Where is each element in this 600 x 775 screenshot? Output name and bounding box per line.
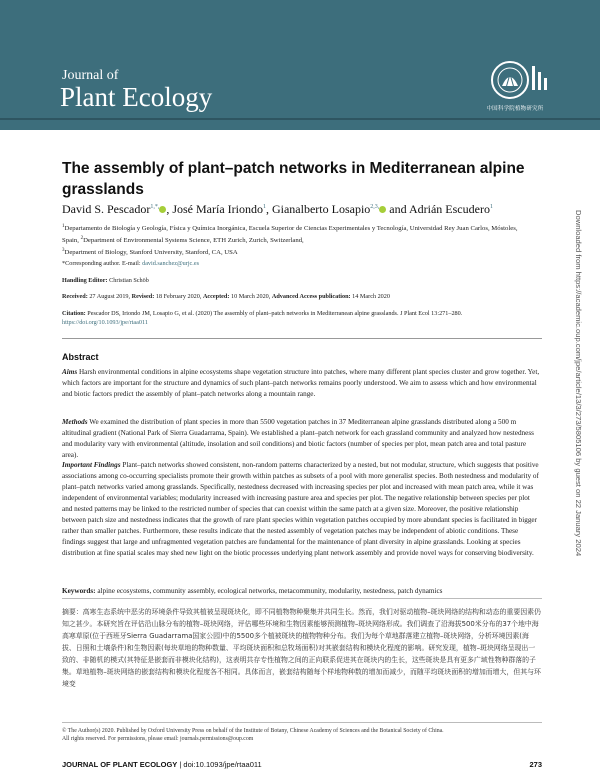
affiliation-text: Departamento de Biología y Geología, Física y Química Inorgánica, Escuela Superior de Ciencias Experimentales y Tecnología, Universidad Rey Juan Carlos, Móstoles, Spain, (62, 225, 518, 245)
author-name: Gianalberto Losapio (271, 202, 371, 216)
citation-doi-link[interactable]: https://doi.org/10.1093/jpe/rtaa011 (62, 319, 148, 326)
author-name: David S. Pescador (62, 202, 151, 216)
handling-editor-label: Handling Editor: (62, 277, 108, 284)
revised-label: Revised: (131, 293, 155, 300)
methods-label: Methods (62, 418, 88, 426)
chinese-abstract: 摘要：高寒生态系统中恶劣的环境条件导致其植被呈现斑块化，即不同植物物种聚集并共同生长。然而，我们对驱动植物–斑块网络的结构和动态的重要因素仍知之甚少。本研究旨在评估沿山脉分布的植物–斑块网络，评估哪些环境和生物因素能够预测植物–斑块网络形成。我们调查了沿海拔500米分布的37个地中海高寒草原(位于西班牙Sierra Guadarrama国家公园)中的5500多个植被斑块的植物物种分布。我们为每个草地群落建立植物–斑块网络，分析环境因素(海拔、日照和土壤条件)和生物因素(每块草地的物种数量、平均斑块面积和总牧场面积)对其嵌套结构和模块化程度的影响。研究发现，植物–斑块网络呈现出一致的、非随机的模式(其特征是嵌套而非模块化结构)，这表明共存专性植物之间的正向联系促进其在斑块内的生长，这些斑块是具有更多广域性物种群落的子集。草地植物–斑块网络的嵌套结构和模块化程度各不相同。具体而言，嵌套结构随每个样地物种数的增加而减少，而随平均斑块面积的增加而增大，但其与环境变 (62, 608, 541, 688)
divider (62, 598, 542, 599)
journal-name-small: Journal of (62, 68, 119, 83)
handling-editor (62, 277, 149, 284)
keywords (62, 587, 542, 595)
methods-text: We examined the distribution of plant species in more than 5500 vegetation patches in 37 Mediterranean alpine grasslands distributed along a 500 m altitudinal gradient (National Park of Sierra Guadarrama, Spain). We established a plant–patch network for each grassland community and analyzed how nestedness and modularity vary with environmental (altitude, insolation and soil conditions) and biotic factors (number of species per plot, mean patch area and total pasture area). (62, 418, 534, 459)
download-note: Downloaded from https://academic.oup.com/jpe/article/13/3/273/5805106 by guest on 22 January 2024 (574, 210, 583, 557)
corresponding-email-link[interactable]: david.sanchez@urjc.es (142, 260, 199, 267)
journal-name-large: Plant Ecology (60, 82, 213, 112)
copyright-line: © The Author(s) 2020. Published by Oxford University Press on behalf of the Institute of Botany, Chinese Academy of Sciences and the Botanical Society of China. (62, 728, 444, 734)
advance-access-date: 14 March 2020 (352, 293, 390, 300)
author-separator: , (166, 202, 173, 216)
footer-separator: | (177, 760, 184, 769)
advance-access-label: Advanced Access publication: (271, 293, 351, 300)
affiliation-text: Department of Environmental Systems Science, ETH Zurich, Zurich, Switzerland, (83, 237, 304, 245)
affiliation-mark: 3 (62, 248, 65, 254)
findings-text: Plant–patch networks showed consistent, non-random patterns characterized by a nested, but not modular, structure, which suggests that positive associations among co-occurring specialists promote their growth within patches as subsets of a pool with more generalist species. Both nestedness and modularity of plant–patch networks varied among grasslands. Specifically, nestedness decreased with increasing species per plot and increased with mean patch area, while it was independent of environmental variables; modularity increased with increasing pasture area and species per plot. The negative relationship between species per plot and nested patterns may be linked to the restricted number of species that can coexist within the same patch at a given size. Moreover, the positive relationship between patch size and nestedness indicates that the growth of rare plant species within vegetation patches occupied by more abundant species is facilitated in bigger rather than smaller patches. Furthermore, these results indicate that the nested assembly of vegetation patches may be independent of abiotic conditions. These findings suggest that large and unfragmented vegetation patches are fundamental for the maintenance of plant diversity in alpine grasslands. Looking at species distribution at fine spatial scales may shed new light on the biotic processes underlying plant network assembly and provide novel ways for conserving biodiversity. (62, 461, 539, 557)
author-separator: , (265, 202, 272, 216)
author-name: José María Iriondo (172, 202, 263, 216)
footer-doi[interactable]: doi:10.1093/jpe/rtaa011 (183, 760, 262, 769)
handling-editor-name: Christian Schöb (109, 277, 149, 284)
author-name: Adrián Escudero (408, 202, 490, 216)
author-list (62, 202, 542, 217)
logo-caption: 中国科学院植物研究所 (486, 106, 544, 112)
corresponding-label: *Corresponding author. E-mail: (62, 260, 143, 267)
keywords-text: alpine ecosystems, community assembly, ecological networks, metacommunity, modularity, nestedness, patch dynamics (97, 587, 443, 595)
author-affiliation-mark: 1 (489, 204, 493, 210)
abstract-findings (62, 460, 542, 559)
publication-dates (62, 293, 390, 300)
citation (62, 309, 542, 327)
divider (62, 722, 542, 723)
keywords-label: Keywords: (62, 587, 96, 595)
corresponding-author (62, 260, 199, 267)
author-affiliation-mark: 2,3, (370, 204, 380, 210)
citation-text: Pescador DS, Iriondo JM, Losapio G, et al. (2020) The assembly of plant–patch networks in Mediterranean alpine grasslands. J Plant Ecol 13:271–280. (87, 310, 463, 317)
permissions-line: All rights reserved. For permissions, please email: journals.permissions@oup.com (62, 736, 254, 742)
divider (62, 338, 542, 339)
affiliations (62, 222, 532, 259)
abstract-methods (62, 417, 542, 461)
received-label: Received: (62, 293, 88, 300)
affiliation-mark: 2 (80, 236, 84, 242)
findings-label: Important Findings (62, 461, 121, 469)
affiliation-mark: 1 (62, 224, 65, 229)
received-date: 27 August 2019, (89, 293, 131, 300)
aims-label: Aims (62, 368, 78, 376)
copyright-notice (62, 727, 542, 743)
affiliation-text: Department of Biology, Stanford University, Stanford, CA, USA (64, 249, 238, 257)
citation-label: Citation: (62, 310, 86, 317)
revised-date: 18 February 2020, (155, 293, 202, 300)
accepted-label: Accepted: (202, 293, 230, 300)
article-title: The assembly of plant–patch networks in Mediterranean alpine grasslands (62, 160, 525, 198)
author-affiliation-mark: 1 (262, 204, 266, 210)
page-number: 273 (529, 760, 542, 769)
author-affiliation-mark: 1,*, (150, 204, 160, 210)
page-footer (62, 760, 542, 769)
author-separator: and (386, 202, 409, 216)
aims-text: Harsh environmental conditions in alpine ecosystems shape vegetation structure into patches, where many different plant species cluster and grow together. Yet, which factors are important for the structure and dynamics of such plant–patch networks remains poorly understood. We aim to assess which and how environmental and biotic factors predict the assembly of plant–patch networks along a mountain range. (62, 368, 540, 398)
footer-journal: JOURNAL OF PLANT ECOLOGY (62, 760, 178, 769)
accepted-date: 10 March 2020, (230, 293, 271, 300)
abstract-aims (62, 367, 542, 400)
abstract-heading: Abstract (62, 352, 99, 362)
banner-rule (0, 118, 600, 120)
